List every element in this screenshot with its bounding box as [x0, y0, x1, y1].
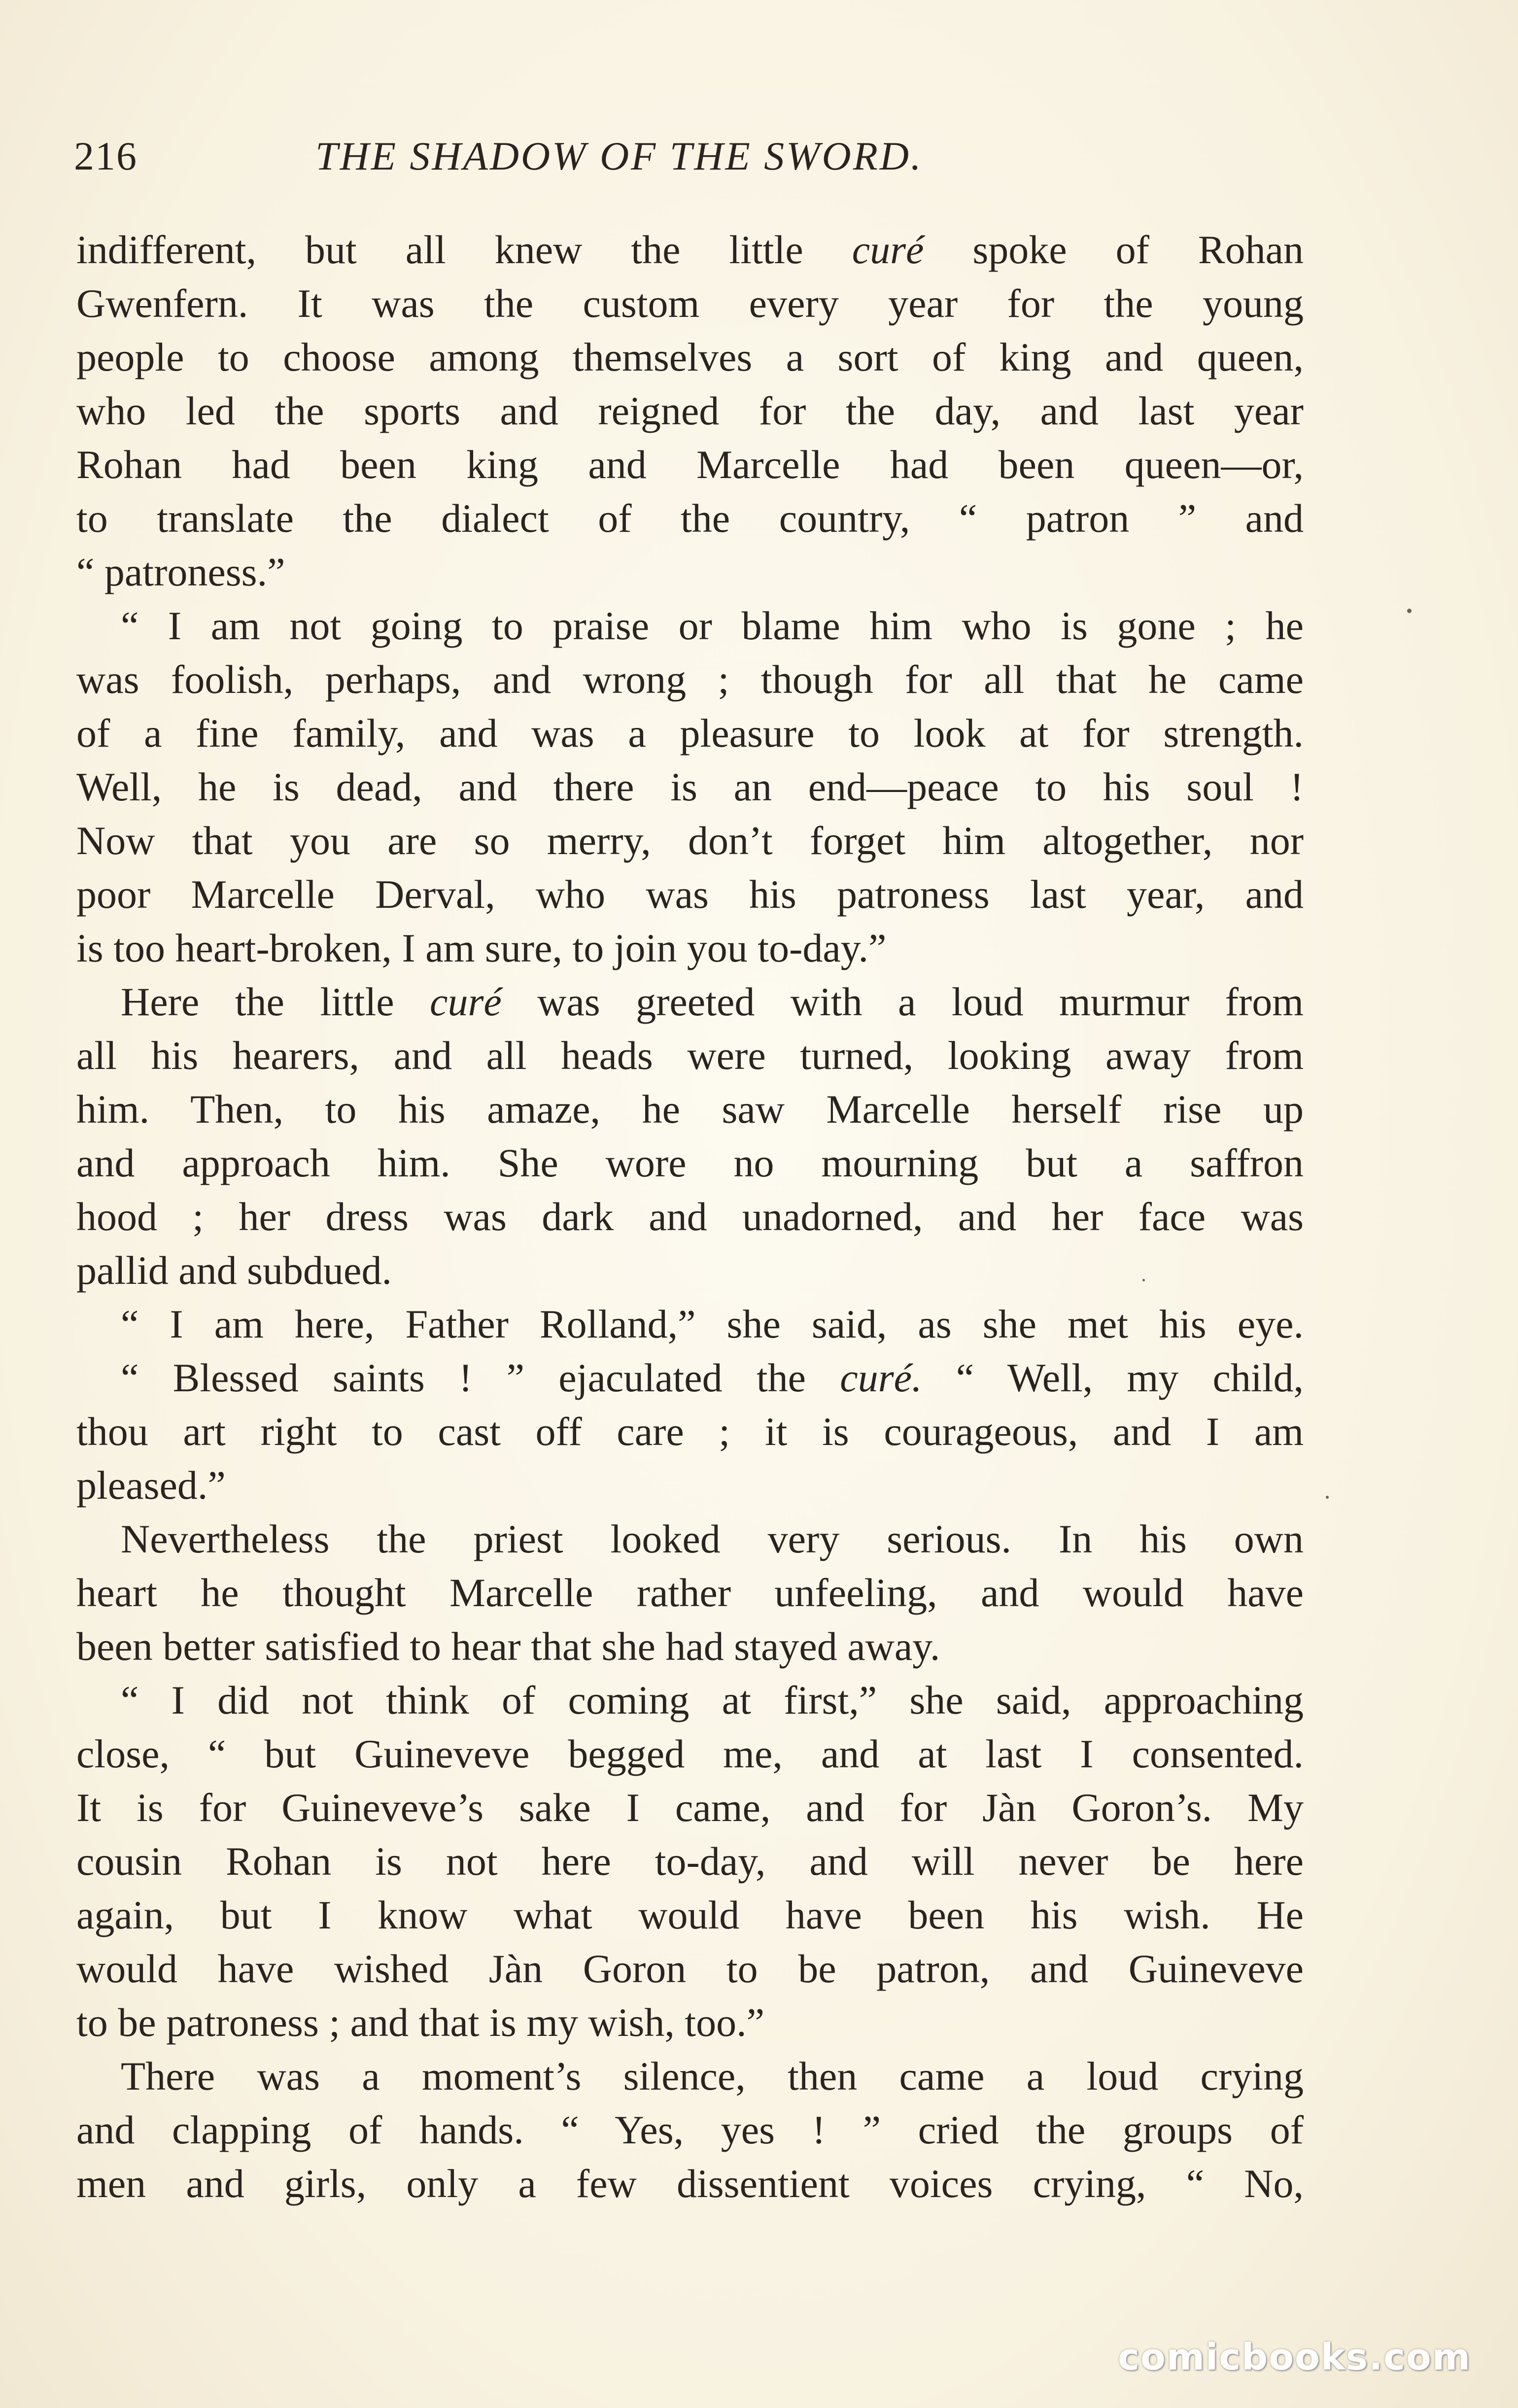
paper-speck [1142, 1279, 1145, 1281]
text-line: heart he thought Marcelle rather unfeeling, and would have [76, 1570, 1304, 1615]
text-line: him. Then, to his amaze, he saw Marcelle herself rise up [76, 1087, 1304, 1132]
body-text [76, 223, 1304, 2210]
text-line: been better satisfied to hear that she had stayed away. [76, 1624, 940, 1669]
text-line: would have wished Jàn Goron to be patron, and Guineveve [76, 1946, 1304, 1991]
text-line: Well, he is dead, and there is an end—peace to his soul ! [76, 764, 1304, 809]
text-line: all his hearers, and all heads were turned, looking away from [76, 1033, 1304, 1078]
text-line: It is for Guineveve’s sake I came, and for Jàn Goron’s. My [76, 1785, 1304, 1830]
text-line: Rohan had been king and Marcelle had been queen—or, [76, 442, 1304, 487]
page-number: 216 [74, 134, 138, 178]
text-line: “ I am here, Father Rolland,” she said, as she met his eye. [121, 1302, 1304, 1346]
text-line: Now that you are so merry, don’t forget him altogether, nor [76, 818, 1304, 863]
text-line: cousin Rohan is not here to-day, and will never be here [76, 1839, 1304, 1884]
text-line: was foolish, perhaps, and wrong ; though for all that he came [76, 657, 1304, 702]
text-line: men and girls, only a few dissentient voices crying, “ No, [76, 2161, 1304, 2206]
text-line: to be patroness ; and that is my wish, too.” [76, 2000, 765, 2045]
text-line: to translate the dialect of the country, “ patron ” and [76, 496, 1304, 541]
text-line: Gwenfern. It was the custom every year for the young [76, 281, 1304, 326]
text-line: Nevertheless the priest looked very serious. In his own [121, 1516, 1304, 1561]
running-title: THE SHADOW OF THE SWORD. [315, 134, 923, 178]
text-line: “ Blessed saints ! ” ejaculated the curé. “ Well, my child, [121, 1355, 1304, 1400]
text-line: “ patroness.” [76, 550, 285, 594]
text-line: pallid and subdued. [76, 1248, 392, 1293]
text-line: hood ; her dress was dark and unadorned, and her face was [76, 1194, 1304, 1239]
text-line: people to choose among themselves a sort of king and queen, [76, 335, 1304, 379]
text-line: “ I am not going to praise or blame him who is gone ; he [121, 603, 1304, 648]
text-line: close, “ but Guineveve begged me, and at last I consented. [76, 1731, 1304, 1776]
text-line: Here the little curé was greeted with a loud murmur from [121, 979, 1304, 1024]
text-line: again, but I know what would have been his wish. He [76, 1892, 1304, 1937]
paper-speck [1407, 609, 1412, 613]
text-line: There was a moment’s silence, then came a loud crying [121, 2054, 1304, 2098]
text-line: indifferent, but all knew the little curé spoke of Rohan [76, 227, 1304, 272]
text-line: pleased.” [76, 1463, 226, 1508]
text-line: “ I did not think of coming at first,” she said, approaching [121, 1678, 1304, 1722]
text-line: is too heart-broken, I am sure, to join you to-day.” [76, 926, 887, 970]
text-line: thou art right to cast off care ; it is courageous, and I am [76, 1409, 1304, 1454]
watermark: comicbooks.com [1118, 2336, 1471, 2378]
text-line: poor Marcelle Derval, who was his patroness last year, and [76, 872, 1304, 917]
text-line: of a fine family, and was a pleasure to look at for strength. [76, 711, 1304, 756]
text-line: who led the sports and reigned for the day, and last year [76, 388, 1304, 433]
paper-speck [1326, 1496, 1329, 1499]
text-line: and approach him. She wore no mourning but a saffron [76, 1140, 1304, 1185]
text-line: and clapping of hands. “ Yes, yes ! ” cried the groups of [76, 2107, 1304, 2152]
running-head [74, 133, 1306, 192]
